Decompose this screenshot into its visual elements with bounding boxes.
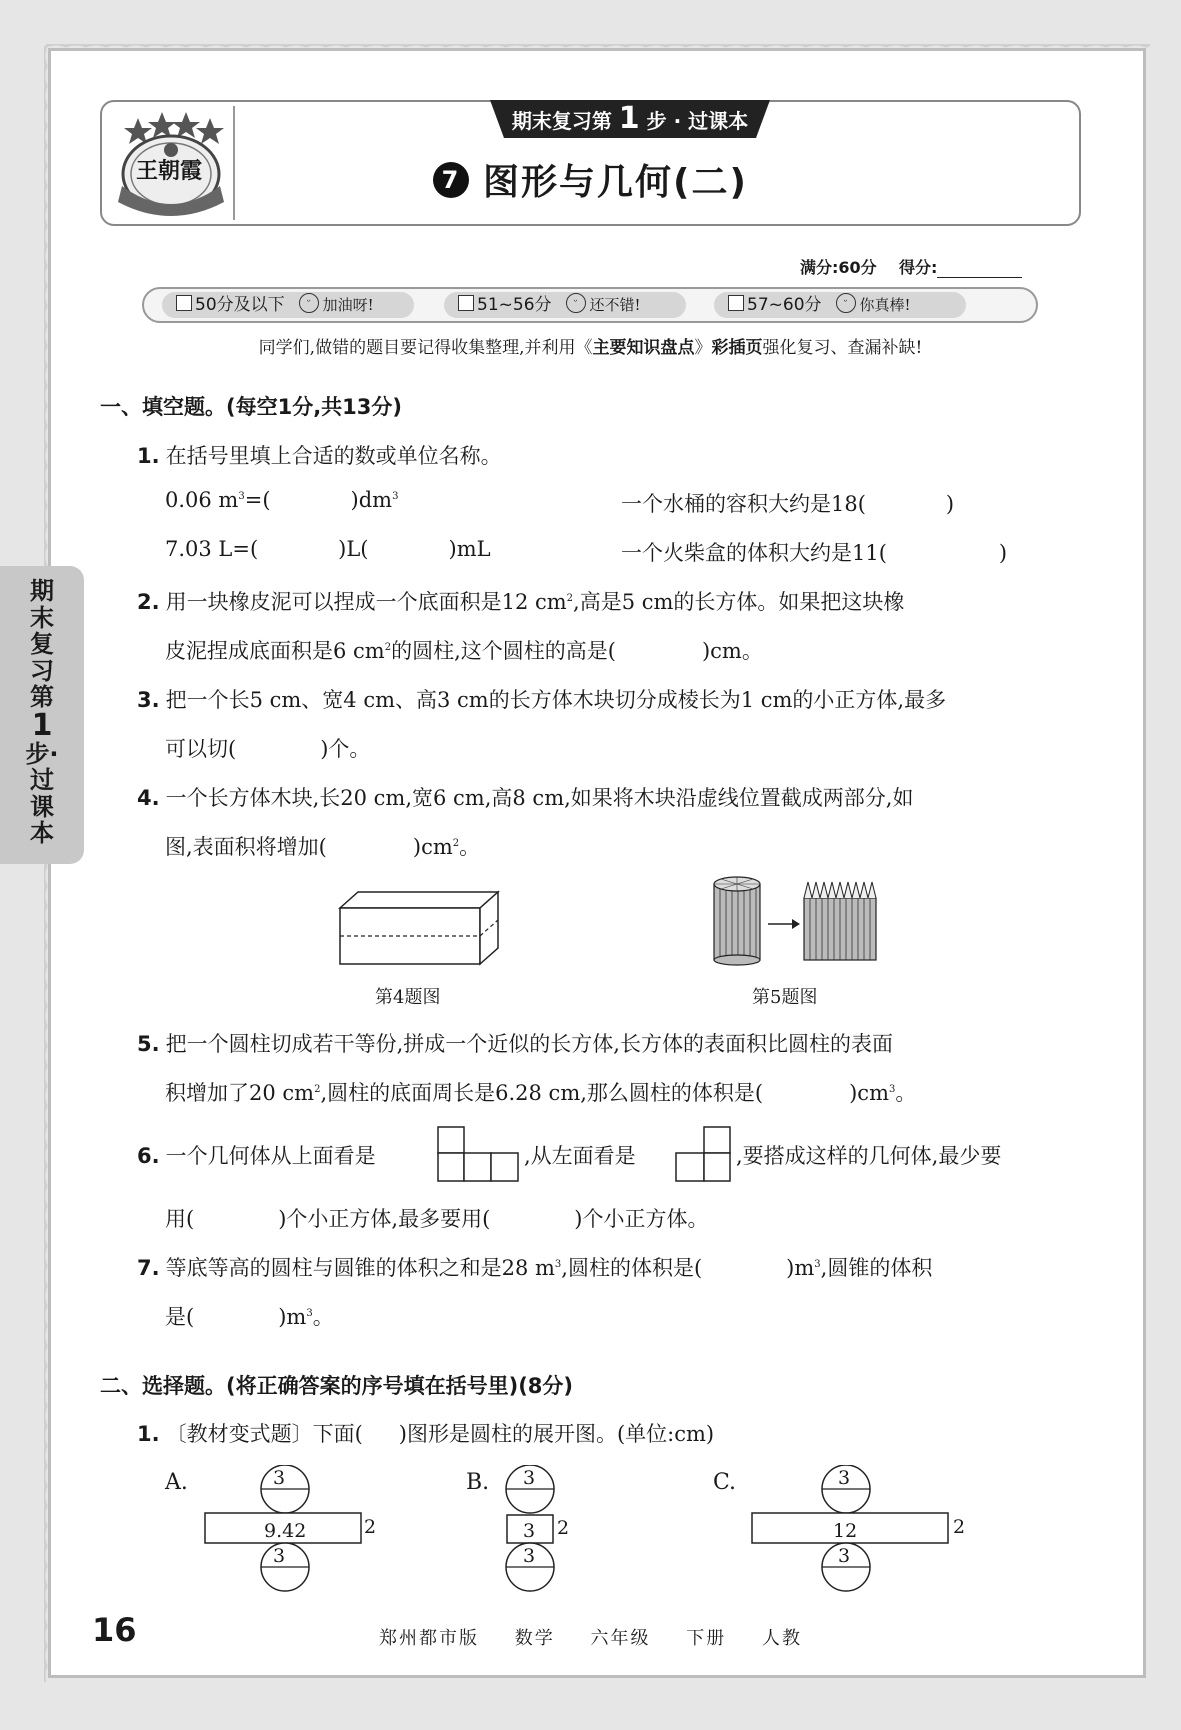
- item-text: =(: [244, 488, 271, 512]
- side-tab-text: [0, 578, 84, 847]
- q6-line-1: [137, 1140, 376, 1170]
- option-c-top: 3: [838, 1467, 851, 1489]
- banner-suffix: 步 · 过课本: [646, 109, 749, 133]
- question-text: 把一个圆柱切成若干等份,拼成一个近似的长方体,长方体的表面积比圆柱的表面: [165, 1032, 893, 1056]
- level-range: 51~56分: [477, 295, 552, 315]
- question-text: 一个长方体木块,长20 cm,宽6 cm,高8 cm,如果将木块沿虚线位置截成两部分,如: [165, 786, 914, 810]
- side-char: 习: [30, 656, 54, 685]
- notice-bold: 彩插页: [711, 338, 763, 358]
- q6-left-view-text: ,从左面看是: [524, 1144, 636, 1168]
- superscript: 2: [384, 642, 392, 653]
- question-text: ,圆锥的体积: [820, 1256, 933, 1280]
- footer-info: [0, 1624, 1181, 1650]
- score-levels-bar: [142, 287, 1038, 323]
- question-number: 6.: [137, 1144, 160, 1168]
- level-checkbox[interactable]: [728, 295, 744, 311]
- level-comment: 加油呀!: [322, 296, 374, 314]
- option-b-rect: 3: [523, 1520, 536, 1542]
- smiley-icon: ᵕ: [299, 293, 319, 313]
- question-text: 用(: [165, 1207, 195, 1231]
- footer-item: 郑州都市版: [379, 1628, 480, 1649]
- option-a-bottom: 3: [273, 1545, 286, 1567]
- notice-bold: 主要知识盘点: [592, 338, 695, 358]
- notice-text: 强化复习、查漏补缺!: [762, 338, 923, 358]
- logo-text: 王朝霞: [135, 158, 202, 184]
- side-char: 本: [30, 819, 54, 847]
- footer-item: 下册: [686, 1628, 727, 1649]
- footer-item: 数学: [514, 1628, 555, 1649]
- notice-text: 》: [694, 338, 712, 358]
- q1-stem: [137, 440, 502, 470]
- level-item: [444, 292, 686, 318]
- question-text: ,圆柱的体积是(: [561, 1256, 703, 1280]
- q7-line-2: [165, 1301, 334, 1331]
- banner-step-number: 1: [618, 101, 640, 136]
- study-notice: [0, 333, 1181, 358]
- q1-item-b: [621, 488, 954, 518]
- question-text: ,圆柱的底面周长是6.28 cm,那么圆柱的体积是(: [320, 1081, 764, 1105]
- item-text: )mL: [448, 537, 491, 561]
- step-banner: [490, 100, 770, 138]
- level-range: 57~60分: [747, 295, 822, 315]
- side-char: 末: [30, 603, 54, 632]
- question-text: 等底等高的圆柱与圆锥的体积之和是28 m: [165, 1256, 555, 1280]
- question-text: 。: [459, 835, 481, 859]
- section-2-title: 二、选择题。(将正确答案的序号填在括号里)(8分): [100, 1374, 574, 1398]
- side-char: 1: [31, 707, 53, 743]
- q3-line-1: [137, 684, 946, 714]
- q2-line-2: [165, 635, 763, 665]
- question-text: 积增加了20 cm: [165, 1081, 315, 1105]
- superscript: 3: [888, 1084, 896, 1095]
- side-tab: [0, 566, 84, 864]
- item-text: ): [998, 541, 1008, 565]
- item-text: )L(: [338, 537, 369, 561]
- question-text: 的圆柱,这个圆柱的高是(: [391, 639, 616, 663]
- fig4-caption: 第4题图: [375, 987, 441, 1008]
- option-b-side: 2: [557, 1517, 570, 1539]
- side-char: 复: [30, 630, 54, 658]
- question-text: 是(: [165, 1305, 195, 1329]
- question-text: 皮泥捏成底面积是6 cm: [165, 639, 385, 663]
- left-view-figure: [674, 1125, 732, 1183]
- option-b-bottom: 3: [523, 1545, 536, 1567]
- question-text: 可以切(: [165, 737, 237, 761]
- question-number: 1.: [137, 1422, 160, 1446]
- option-c-side: 2: [953, 1516, 966, 1538]
- level-comment: 还不错!: [589, 296, 641, 314]
- q4-line-2: [165, 831, 480, 861]
- option-a-side: 2: [364, 1516, 377, 1538]
- cuboid-figure: [338, 890, 502, 966]
- score-line: [800, 255, 1022, 278]
- fig5-caption: 第5题图: [752, 987, 818, 1008]
- option-a-label: A.: [165, 1470, 188, 1495]
- q2-line-1: [137, 586, 904, 616]
- superscript: 3: [814, 1259, 821, 1270]
- option-c-rect: 12: [833, 1520, 858, 1542]
- question-text: )m: [278, 1305, 307, 1329]
- item-text: ): [945, 492, 955, 516]
- superscript: 3: [554, 1259, 562, 1270]
- question-text: ,高是5 cm的长方体。如果把这块橡: [573, 590, 905, 614]
- question-text: 一个几何体从上面看是: [165, 1144, 376, 1168]
- level-item: [162, 292, 414, 318]
- superscript: 2: [314, 1084, 321, 1095]
- unit-number-badge: 7: [433, 162, 469, 198]
- question-text: 用一块橡皮泥可以捏成一个底面积是12 cm: [165, 590, 567, 614]
- q6-line-1-end: ,要搭成这样的几何体,最少要: [736, 1144, 1002, 1168]
- superscript: 3: [238, 491, 245, 502]
- q6-line-2: [165, 1203, 708, 1233]
- question-text: 〔教材变式题〕下面(: [165, 1422, 363, 1446]
- question-number: 1.: [137, 444, 160, 468]
- unit-header: [100, 100, 1081, 226]
- question-text: 把一个长5 cm、宽4 cm、高3 cm的长方体木块切分成棱长为1 cm的小正方体,最多: [165, 688, 947, 712]
- question-text: )cm。: [701, 639, 763, 663]
- question-text: )个小正方体。: [574, 1207, 709, 1231]
- level-range: 50分及以下: [195, 295, 285, 315]
- option-a-rect: 9.42: [264, 1520, 307, 1542]
- item-text: 7.03 L=(: [165, 537, 259, 561]
- option-c-label: C.: [713, 1470, 737, 1495]
- got-score-field[interactable]: [937, 263, 1022, 278]
- question-number: 5.: [137, 1032, 160, 1056]
- cylinder-to-cuboid-figure: [712, 876, 882, 966]
- question-number: 3.: [137, 688, 160, 712]
- smiley-icon: ᵕ: [566, 293, 586, 313]
- full-score: 满分:60分: [800, 258, 877, 277]
- level-checkbox[interactable]: [176, 295, 192, 311]
- top-view-figure: [436, 1125, 520, 1183]
- footer-item: 人教: [761, 1628, 802, 1649]
- side-char: 过: [30, 766, 54, 794]
- superscript: 3: [306, 1308, 313, 1319]
- question-text: 。: [312, 1305, 334, 1329]
- footer-item: 六年级: [590, 1628, 651, 1649]
- q1-item-a: [165, 488, 398, 512]
- option-b-label: B.: [466, 1470, 490, 1495]
- superscript: 3: [392, 491, 399, 502]
- side-char: 步·: [25, 739, 59, 768]
- notice-text: 同学们,做错的题目要记得收集整理,并利用《: [258, 338, 593, 358]
- section-1-title: 一、填空题。(每空1分,共13分): [100, 395, 403, 419]
- question-text: )个小正方体,最多要用(: [278, 1207, 491, 1231]
- superscript: 2: [452, 838, 460, 849]
- item-text: 一个水桶的容积大约是18(: [621, 492, 866, 516]
- unit-title: [102, 154, 1079, 205]
- option-a-top: 3: [273, 1467, 286, 1489]
- smiley-icon: ᵕ: [836, 293, 856, 313]
- q4-line-1: [137, 782, 913, 812]
- question-text: 。: [895, 1081, 917, 1105]
- level-item: [714, 292, 966, 318]
- level-checkbox[interactable]: [458, 295, 474, 311]
- question-text: )个。: [320, 737, 371, 761]
- item-text: 一个火柴盒的体积大约是11(: [621, 541, 887, 565]
- question-text: )m: [786, 1256, 815, 1280]
- side-char: 第: [30, 683, 54, 711]
- question-number: 2.: [137, 590, 160, 614]
- superscript: 2: [566, 593, 574, 604]
- question-text: 在括号里填上合适的数或单位名称。: [165, 444, 502, 468]
- banner-prefix: 期末复习第: [511, 109, 612, 133]
- side-char: 课: [30, 792, 54, 821]
- s2-q1-stem: [137, 1418, 714, 1448]
- q1-item-c: [165, 537, 491, 561]
- q5-line-2: [165, 1077, 916, 1107]
- question-number: 7.: [137, 1256, 160, 1280]
- unit-title-text: 图形与几何(二): [483, 162, 748, 203]
- question-text: )cm: [849, 1081, 889, 1105]
- q5-line-1: [137, 1028, 893, 1058]
- item-text: 0.06 m: [165, 488, 239, 512]
- question-text: )图形是圆柱的展开图。(单位:cm): [398, 1422, 715, 1446]
- level-comment: 你真棒!: [859, 296, 911, 314]
- question-text: )cm: [412, 835, 453, 859]
- option-c-bottom: 3: [838, 1545, 851, 1567]
- option-b-top: 3: [523, 1467, 536, 1489]
- q7-line-1: [137, 1252, 932, 1282]
- question-text: 图,表面积将增加(: [165, 835, 327, 859]
- q1-item-d: [621, 537, 1007, 567]
- q3-line-2: [165, 733, 370, 763]
- side-char: 期: [30, 577, 54, 605]
- question-number: 4.: [137, 786, 160, 810]
- item-text: )dm: [350, 488, 393, 512]
- got-score-label: 得分:: [898, 258, 938, 277]
- page-number: 16: [92, 1611, 137, 1649]
